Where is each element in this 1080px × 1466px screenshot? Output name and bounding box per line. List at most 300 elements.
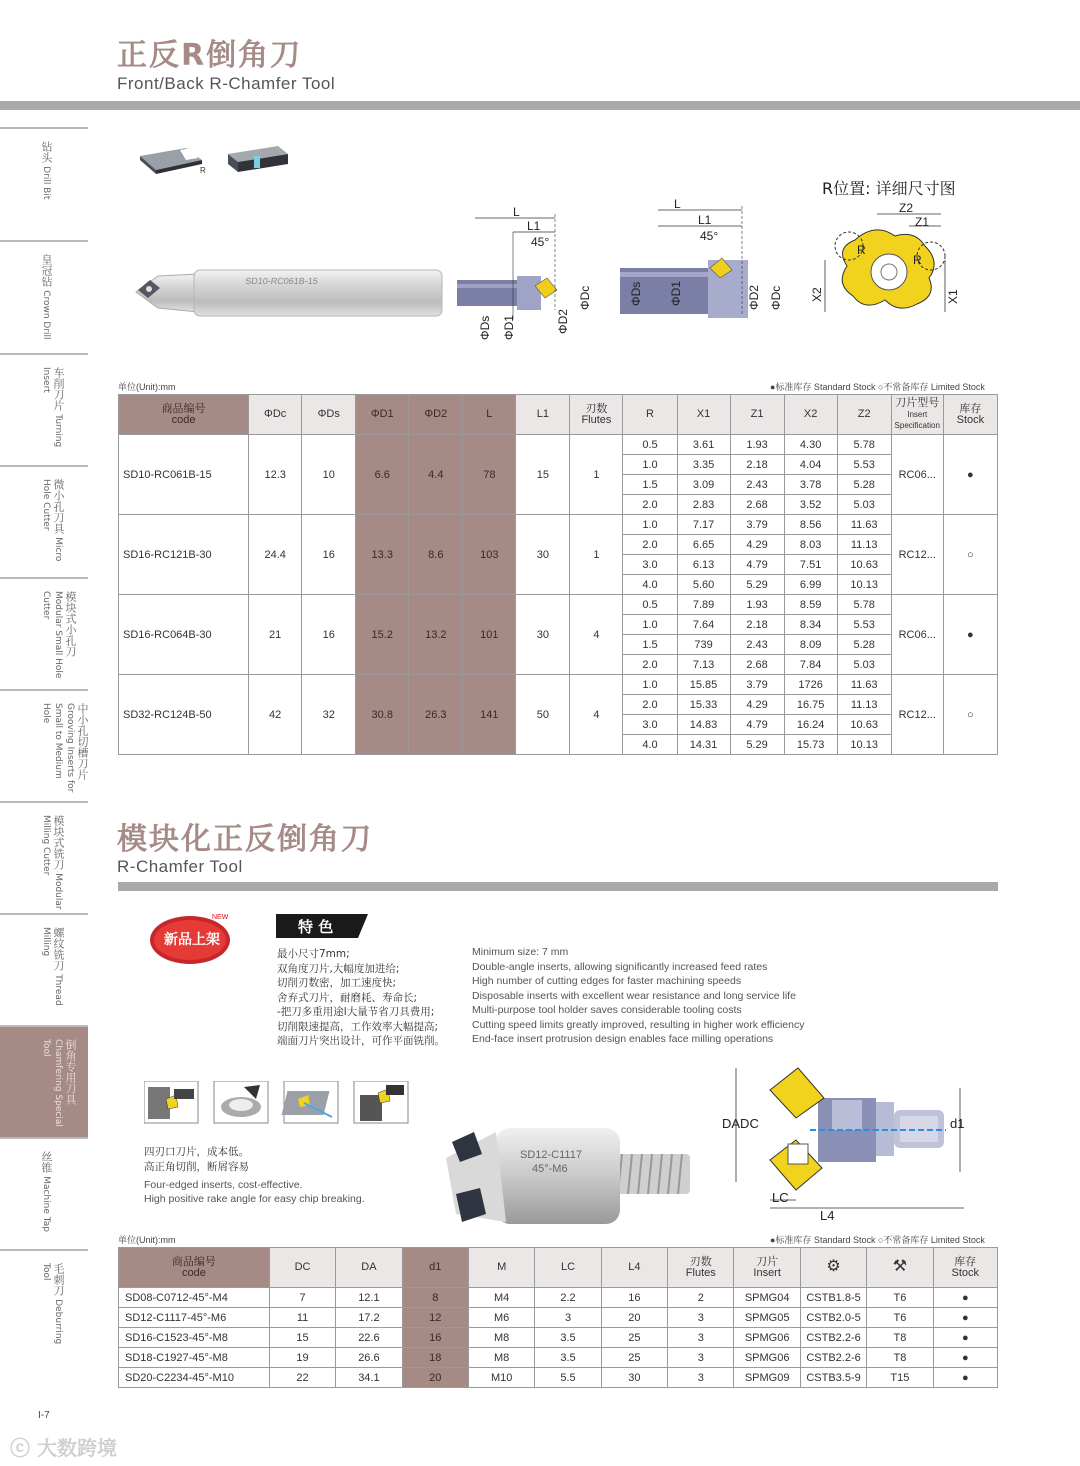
table-cell: 5.29 (730, 575, 784, 595)
col-insert: 刀片型号 Insert Specification (891, 395, 943, 435)
table-cell: 7.89 (677, 595, 730, 615)
table-cell: 1.0 (623, 515, 677, 535)
table-cell: 3.0 (623, 715, 677, 735)
table-cell: 5.29 (730, 735, 784, 755)
page-number: I-7 (38, 1410, 50, 1421)
table-cell: 2.0 (623, 655, 677, 675)
table-row (119, 1308, 998, 1328)
col2-dc: DC (269, 1248, 335, 1288)
table-cell: 0.5 (623, 595, 677, 615)
table-cell: 3 (535, 1308, 601, 1328)
svg-text:SD12-C1117: SD12-C1117 (520, 1149, 582, 1161)
table-cell: 3 (668, 1308, 734, 1328)
table-cell: RC06... (891, 595, 943, 675)
table-cell: SD32-RC124B-50 (119, 675, 249, 755)
svg-text:ΦDc: ΦDc (578, 285, 592, 310)
table-cell: 7 (269, 1288, 335, 1308)
table-cell: 19 (269, 1348, 335, 1368)
svg-text:DADC: DADC (722, 1116, 759, 1131)
table-cell: CSTB3.5-9 (800, 1368, 866, 1388)
table-cell: 18 (402, 1348, 468, 1368)
table-cell: 2.0 (623, 495, 677, 515)
table-cell: 5.78 (837, 435, 891, 455)
table-cell: 26.3 (409, 675, 463, 755)
col2-code: 商品编号 code (119, 1248, 270, 1288)
table-cell: 2.43 (730, 475, 784, 495)
table-cell: 2.0 (623, 535, 677, 555)
table-cell: 4.79 (730, 555, 784, 575)
insert-desc-cn: 四刃口刀片，成本低。 高正角切削，断屑容易 (144, 1146, 249, 1173)
svg-text:ΦD1: ΦD1 (669, 281, 683, 306)
sidebar-item[interactable] (0, 577, 88, 689)
svg-text:L4: L4 (820, 1208, 835, 1223)
table-cell: 7.84 (784, 655, 837, 675)
table-cell: 12 (402, 1308, 468, 1328)
table-cell: 50 (516, 675, 570, 755)
sidebar-item[interactable] (0, 1025, 88, 1137)
table-cell: SD08-C0712-45°-M4 (119, 1288, 270, 1308)
table-cell: RC12... (891, 515, 943, 595)
table-cell: 16 (302, 515, 356, 595)
table-cell: 5.03 (837, 655, 891, 675)
table-cell: RC06... (891, 435, 943, 515)
screw-icon: ⚙ (826, 1258, 841, 1275)
table-cell: 15.85 (677, 675, 730, 695)
col2-l4: L4 (601, 1248, 667, 1288)
insert-detail-diagram (805, 200, 975, 320)
feature-en-line: Multi-purpose tool holder saves considerable tooling costs (472, 1004, 742, 1016)
col-z2: Z2 (837, 395, 891, 435)
table-cell: ● (943, 595, 997, 675)
sidebar-item[interactable] (0, 1249, 88, 1361)
col-dc: ΦDc (249, 395, 302, 435)
svg-text:45°: 45° (700, 229, 719, 243)
table-cell: 4.0 (623, 735, 677, 755)
col-x1: X1 (677, 395, 730, 435)
table-cell: 78 (463, 435, 516, 515)
sidebar-item[interactable] (0, 1137, 88, 1249)
col2-screw (800, 1248, 866, 1288)
table-cell: CSTB2.2-6 (800, 1328, 866, 1348)
col-stock: 库存 Stock (943, 395, 997, 435)
table-cell: 32 (302, 675, 356, 755)
sidebar-item-label: 微小孔刀具 Micro Hole Cutter (41, 479, 65, 562)
table-cell: 5.78 (837, 595, 891, 615)
col-l1: L1 (516, 395, 570, 435)
table-cell: 34.1 (336, 1368, 402, 1388)
insert-thumbnails (136, 140, 296, 180)
table-cell: 25 (601, 1348, 667, 1368)
feature-en-line: Minimum size: 7 mm (472, 946, 569, 958)
table-cell: 11.13 (837, 695, 891, 715)
tool-engraving: SD10-RC061B-15 (244, 276, 319, 286)
table-cell: 1.0 (623, 455, 677, 475)
sidebar-divider (0, 913, 88, 915)
feature-en-line: High number of cutting edges for faster machining speeds (472, 975, 742, 987)
table-row (119, 595, 998, 615)
table-cell: CSTB2.0-5 (800, 1308, 866, 1328)
sidebar-item-label: 车削刀片 Turning Insert (41, 367, 65, 448)
table-cell: 739 (677, 635, 730, 655)
table-row (119, 515, 998, 535)
sidebar-item[interactable] (0, 465, 88, 577)
table-cell: 15 (516, 435, 570, 515)
feature-en-line: End-face insert protrusion design enables face milling operations (472, 1033, 774, 1045)
unit-label-2: 单位(Unit):mm (118, 1235, 176, 1245)
table-cell: 16 (402, 1328, 468, 1348)
col-flutes: 刃数 Flutes (570, 395, 623, 435)
table-cell: 42 (249, 675, 302, 755)
modular-tool-diagram (720, 1060, 980, 1224)
sidebar-item[interactable] (0, 353, 88, 465)
table-cell: 141 (463, 675, 516, 755)
table-cell: 4.4 (409, 435, 463, 515)
table-cell: 2.18 (730, 615, 784, 635)
table-cell: 10.63 (837, 555, 891, 575)
table-cell: 1.5 (623, 475, 677, 495)
sidebar-divider (0, 801, 88, 803)
sidebar-divider (0, 1137, 88, 1139)
col2-wrench (867, 1248, 933, 1288)
sidebar-divider (0, 465, 88, 467)
table-cell: 4.30 (784, 435, 837, 455)
table-cell: 101 (463, 595, 516, 675)
section2-divider (118, 882, 998, 891)
col2-da: DA (336, 1248, 402, 1288)
table-cell: 11 (269, 1308, 335, 1328)
tool-drawing-large (618, 198, 793, 323)
table-cell: 3 (668, 1368, 734, 1388)
page-title: 正反R倒角刀 (117, 38, 303, 73)
spec-table-1 (118, 394, 998, 755)
table-cell: CSTB1.8-5 (800, 1288, 866, 1308)
table-cell: SPMG06 (734, 1328, 800, 1348)
table-cell: 12.1 (336, 1288, 402, 1308)
table-row (119, 1288, 998, 1308)
table-cell: 3.79 (730, 515, 784, 535)
table-cell: 1726 (784, 675, 837, 695)
table-cell: SPMG04 (734, 1288, 800, 1308)
table-cell: 6.13 (677, 555, 730, 575)
table-cell: 30 (516, 515, 570, 595)
table-cell: 16.24 (784, 715, 837, 735)
table-cell: SPMG09 (734, 1368, 800, 1388)
table-cell: SPMG05 (734, 1308, 800, 1328)
insert-desc-en-2: High positive rake angle for easy chip breaking. (144, 1193, 365, 1205)
table-cell: 10.63 (837, 715, 891, 735)
table-cell: 11.63 (837, 675, 891, 695)
sidebar-divider (0, 689, 88, 691)
table-cell: 3.52 (784, 495, 837, 515)
table-cell: 3.35 (677, 455, 730, 475)
table-cell: 13.2 (409, 595, 463, 675)
table-cell: 3.5 (535, 1328, 601, 1348)
svg-text:L1: L1 (698, 213, 712, 227)
table-cell: 8.56 (784, 515, 837, 535)
svg-text:Z1: Z1 (915, 215, 930, 229)
table-cell: 4.29 (730, 695, 784, 715)
svg-text:R: R (200, 166, 206, 175)
sidebar-item-label: 皇冠钻 Crown Drill (40, 254, 53, 340)
svg-text:L: L (513, 205, 520, 219)
col-ds: ΦDs (302, 395, 356, 435)
table-cell: 1.0 (623, 615, 677, 635)
col-d1: ΦD1 (356, 395, 409, 435)
table-cell: 6.65 (677, 535, 730, 555)
svg-text:新品上架: 新品上架 (164, 932, 220, 948)
svg-text:45°: 45° (531, 235, 550, 249)
table-cell: SD16-RC121B-30 (119, 515, 249, 595)
table-cell: 20 (402, 1368, 468, 1388)
svg-text:X2: X2 (810, 287, 824, 302)
svg-text:L: L (674, 198, 681, 211)
sidebar-item-label: 螺纹铣刀 Thread Milling (41, 927, 65, 1006)
table-cell: 8.03 (784, 535, 837, 555)
stock-legend-1: ●标准库存 Standard Stock ○不常备库存 Limited Stock (770, 382, 985, 392)
watermark: ⓒ 大数跨境 (10, 1436, 117, 1460)
wrench-icon: ⚒ (892, 1258, 908, 1275)
table-cell: 3.5 (535, 1348, 601, 1368)
table-cell: 2.68 (730, 655, 784, 675)
sidebar-item[interactable] (0, 240, 88, 352)
page-subtitle: Front/Back R-Chamfer Tool (117, 74, 336, 93)
detail-diagram-title: R位置: 详细尺寸图 (822, 179, 956, 198)
col2-m: M (468, 1248, 534, 1288)
col-r: R (623, 395, 677, 435)
table-cell: 1.93 (730, 435, 784, 455)
table-cell: 11.63 (837, 515, 891, 535)
table-cell: 14.83 (677, 715, 730, 735)
table-cell: SD12-C1117-45°-M6 (119, 1308, 270, 1328)
table-row (119, 1328, 998, 1348)
table-cell: SD20-C2234-45°-M10 (119, 1368, 270, 1388)
table-cell: 8.34 (784, 615, 837, 635)
table-cell: M4 (468, 1288, 534, 1308)
table-cell: 5.60 (677, 575, 730, 595)
table-cell: 3 (668, 1328, 734, 1348)
table-cell: 4.0 (623, 575, 677, 595)
new-badge (146, 908, 246, 972)
table-cell: 26.6 (336, 1348, 402, 1368)
sidebar-divider (0, 240, 88, 242)
table-cell: 1 (570, 515, 623, 595)
sidebar-item-label: 模块式小孔刀 Modular Small Hole Cutter (41, 591, 77, 679)
table-cell: 22 (269, 1368, 335, 1388)
table-cell: 5.53 (837, 615, 891, 635)
sidebar-item[interactable] (0, 801, 88, 913)
feature-en-line: Cutting speed limits greatly improved, resulting in higher work efficiency (472, 1018, 805, 1031)
table-cell: 4.29 (730, 535, 784, 555)
table-cell: 10.13 (837, 735, 891, 755)
col2-stock: 库存 Stock (933, 1248, 997, 1288)
tool-drawing-small (455, 200, 605, 350)
col-code: 商品编号 code (119, 395, 249, 435)
svg-text:ΦDc: ΦDc (769, 285, 783, 310)
sidebar-item[interactable] (0, 913, 88, 1025)
table-cell: 5.28 (837, 475, 891, 495)
table-cell: ● (933, 1308, 997, 1328)
feature-tag (276, 914, 368, 938)
table-cell: 17.2 (336, 1308, 402, 1328)
table-cell: SD16-RC064B-30 (119, 595, 249, 675)
sidebar-divider (0, 577, 88, 579)
table-cell: 1.5 (623, 635, 677, 655)
table-cell: 3.0 (623, 555, 677, 575)
table-cell: ○ (943, 515, 997, 595)
table-cell: 2.0 (623, 695, 677, 715)
table-cell: 11.13 (837, 535, 891, 555)
svg-text:R: R (913, 253, 922, 267)
sidebar-divider (0, 1025, 88, 1027)
table-cell: 8 (402, 1288, 468, 1308)
table-cell: 4.79 (730, 715, 784, 735)
table-cell: 6.6 (356, 435, 409, 515)
table-cell: 2.18 (730, 455, 784, 475)
table-cell: T15 (867, 1368, 933, 1388)
svg-text:NEW: NEW (212, 914, 229, 921)
sidebar-divider (0, 1249, 88, 1251)
table-row (119, 435, 998, 455)
features-cn: 最小尺寸7mm; 双角度刀片,大幅度加进给; 切削刃数密，加工速度快; 舍弃式刀片，耐磨耗、寿命长; -把刀多重用途l大量节省刀具费用; 切削限速提高，工作效率大幅提高; 端面刀片突出设计，可作平面铣削。 (277, 948, 445, 1047)
table-cell: 1 (570, 435, 623, 515)
table-cell: 8.09 (784, 635, 837, 655)
table-cell: 12.3 (249, 435, 302, 515)
table-cell: 22.6 (336, 1328, 402, 1348)
sidebar-divider (0, 353, 88, 355)
table-cell: SD16-C1523-45°-M8 (119, 1328, 270, 1348)
feature-en-line: Double-angle inserts, allowing significantly increased feed rates (472, 960, 768, 973)
table-cell: 2.43 (730, 635, 784, 655)
svg-text:ΦD2: ΦD2 (747, 285, 761, 310)
svg-text:LC: LC (772, 1190, 789, 1205)
watermark-logo-icon: ⓒ (10, 1436, 30, 1460)
table-cell: 7.51 (784, 555, 837, 575)
sidebar-item[interactable] (0, 127, 88, 239)
table-cell: 10 (302, 435, 356, 515)
table-cell: 2 (668, 1288, 734, 1308)
table-cell: 21 (249, 595, 302, 675)
table-cell: 3.79 (730, 675, 784, 695)
table-cell: 3 (668, 1348, 734, 1368)
svg-text:X1: X1 (946, 289, 960, 304)
table-cell: T8 (867, 1328, 933, 1348)
table-cell: 4 (570, 595, 623, 675)
table-cell: T6 (867, 1308, 933, 1328)
table-cell: RC12... (891, 675, 943, 755)
table-cell: 8.6 (409, 515, 463, 595)
table-row (119, 675, 998, 695)
sidebar-item-label: 毛刺刀 Deburring Tool (41, 1263, 65, 1345)
col-d2: ΦD2 (409, 395, 463, 435)
col-l: L (463, 395, 516, 435)
table-cell: 7.13 (677, 655, 730, 675)
feature-en-line: Disposable inserts with excellent wear resistance and long service life (472, 989, 796, 1002)
table-cell: M6 (468, 1308, 534, 1328)
table-cell: 7.64 (677, 615, 730, 635)
col2-d1: d1 (402, 1248, 468, 1288)
table-cell: 1.0 (623, 675, 677, 695)
sidebar-item-label: 倒角专用刀具 Chamfering Special Tool (41, 1039, 77, 1127)
table-cell: 16.75 (784, 695, 837, 715)
sidebar-item-label: 丝锥 Machine Tap (40, 1151, 53, 1232)
table-cell: ● (933, 1328, 997, 1348)
table-cell: 5.5 (535, 1368, 601, 1388)
table-cell: 20 (601, 1308, 667, 1328)
table-row (119, 1348, 998, 1368)
section2-title: 模块化正反倒角刀 (117, 822, 373, 857)
sidebar-item[interactable] (0, 689, 88, 801)
col2-insert: 刀片 Insert (734, 1248, 800, 1288)
table-cell: SD10-RC061B-15 (119, 435, 249, 515)
sidebar-item-label: 中小孔切槽刀片 Grooving Inserts for Small to Medium Hole (41, 703, 89, 793)
table-cell: 16 (601, 1288, 667, 1308)
table-cell: 15.33 (677, 695, 730, 715)
table-cell: 30 (601, 1368, 667, 1388)
svg-text:ΦDs: ΦDs (629, 281, 643, 306)
operation-icons (144, 1081, 410, 1125)
svg-text:ΦD1: ΦD1 (502, 315, 516, 340)
table-cell: 8.59 (784, 595, 837, 615)
table-row (119, 1368, 998, 1388)
table-cell: 7.17 (677, 515, 730, 535)
svg-text:R: R (857, 243, 866, 257)
table-cell: 25 (601, 1328, 667, 1348)
table-cell: 3.61 (677, 435, 730, 455)
table-cell: 10.13 (837, 575, 891, 595)
svg-text:45°-M6: 45°-M6 (532, 1163, 568, 1175)
sidebar-divider (0, 127, 88, 129)
table-cell: CSTB2.2-6 (800, 1348, 866, 1368)
sidebar-item-label: 模块式铣刀 Modular Milling Cutter (41, 815, 65, 910)
table-cell: 5.03 (837, 495, 891, 515)
table-cell: 15.2 (356, 595, 409, 675)
table-cell: 4.04 (784, 455, 837, 475)
table-cell: 2.83 (677, 495, 730, 515)
table-cell: ● (943, 435, 997, 515)
table-cell: T6 (867, 1288, 933, 1308)
table-cell: 15 (269, 1328, 335, 1348)
table-cell: 2.2 (535, 1288, 601, 1308)
table-cell: 4 (570, 675, 623, 755)
col2-lc: LC (535, 1248, 601, 1288)
svg-text:L1: L1 (527, 219, 541, 233)
table-cell: M8 (468, 1328, 534, 1348)
table-cell: 3.09 (677, 475, 730, 495)
table-cell: 13.3 (356, 515, 409, 595)
svg-text:d1: d1 (950, 1116, 965, 1131)
svg-text:Z2: Z2 (899, 201, 914, 215)
col-x2: X2 (784, 395, 837, 435)
table-cell: ● (933, 1368, 997, 1388)
table-cell: SPMG06 (734, 1348, 800, 1368)
insert-desc-en-1: Four-edged inserts, cost-effective. (144, 1179, 303, 1191)
table-cell: 1.93 (730, 595, 784, 615)
table-cell: 14.31 (677, 735, 730, 755)
table-cell: 5.28 (837, 635, 891, 655)
table-cell: 24.4 (249, 515, 302, 595)
table-cell: 30.8 (356, 675, 409, 755)
header-divider (0, 101, 1080, 110)
modular-tool-image (436, 1118, 696, 1232)
spec-table-2 (118, 1247, 998, 1388)
table-cell: 3.78 (784, 475, 837, 495)
table-cell: SD18-C1927-45°-M8 (119, 1348, 270, 1368)
features-en (472, 945, 804, 1047)
table-cell: 30 (516, 595, 570, 675)
table-cell: ○ (943, 675, 997, 755)
svg-text:ΦDs: ΦDs (478, 315, 492, 340)
table-cell: 6.99 (784, 575, 837, 595)
